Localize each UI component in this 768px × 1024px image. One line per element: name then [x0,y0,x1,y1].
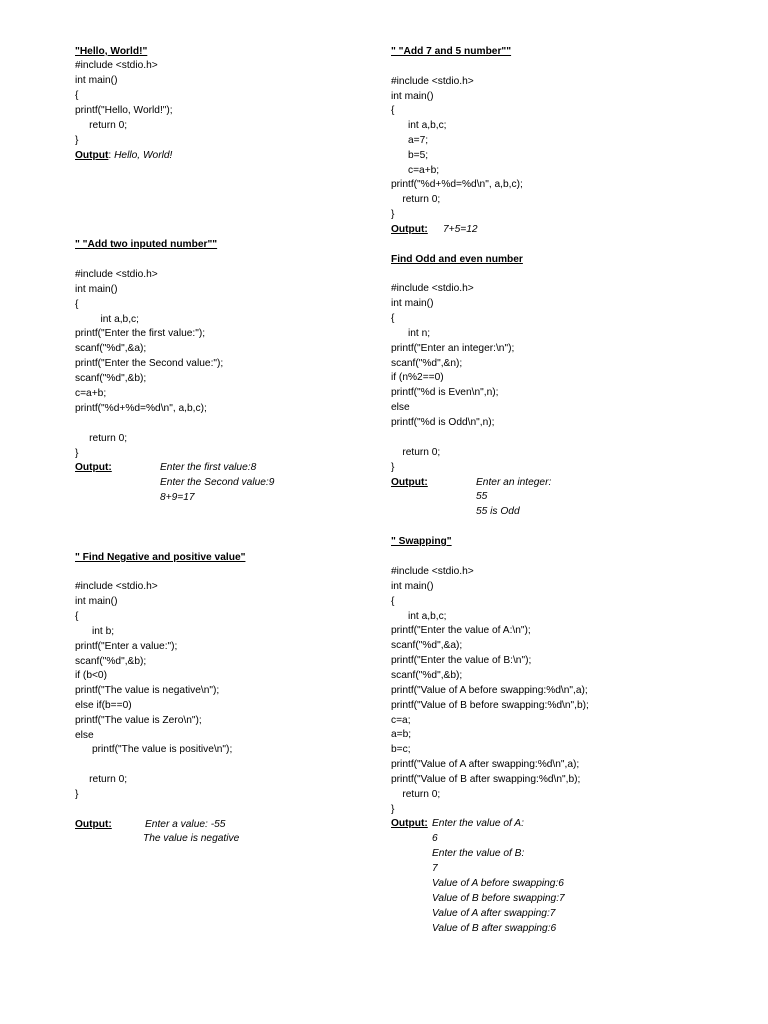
output-line: Value of A before swapping:6 [432,878,564,889]
output-line: Value of A after swapping:7 [432,908,556,919]
output-label-swapping: Output: [391,818,428,829]
code-line: { [75,299,79,310]
code-line: int a,b,c; [391,611,447,622]
code-line: scanf("%d",&a); [391,640,463,651]
code-line: else [391,402,410,413]
section-title-swapping: " Swapping" [391,536,452,547]
code-line: { [75,90,79,101]
output-label-add-7-and-5: Output: [391,224,428,235]
output-line: 7 [432,863,438,874]
output-separator: : [108,150,115,161]
code-line: b=5; [391,150,429,161]
output-label-odd-even: Output: [391,477,428,488]
code-line: return 0; [75,433,128,444]
code-line: } [391,462,395,473]
code-line: scanf("%d",&n); [391,358,463,369]
code-line: int main() [75,75,118,86]
code-line: if (n%2==0) [391,372,444,383]
section-title-add-two-inputed: " "Add two inputed number"" [75,239,218,250]
code-line: c=a+b; [75,388,107,399]
section-title-hello-world: "Hello, World!" [75,46,148,57]
code-line: int main() [391,298,434,309]
code-line: printf("%d+%d=%d\n", a,b,c); [75,403,207,414]
code-line: printf("Enter an integer:\n"); [391,343,515,354]
code-line: { [75,611,79,622]
code-line: printf("%d+%d=%d\n", a,b,c); [391,179,523,190]
code-line: c=a; [391,715,411,726]
code-line: int a,b,c; [391,120,447,131]
output-value: Hello, World! [114,150,173,161]
output-line: 8+9=17 [160,492,195,503]
code-line: else if(b==0) [75,700,132,711]
code-line: printf("%d is Even\n",n); [391,387,499,398]
code-line: int main() [391,91,434,102]
code-line: int b; [75,626,115,637]
code-line: return 0; [391,194,441,205]
output-line: Enter an integer: [476,477,552,488]
code-line: int a,b,c; [75,314,139,325]
code-line: b=c; [391,744,411,755]
code-line: printf("The value is negative\n"); [75,685,220,696]
code-line: #include <stdio.h> [75,60,158,71]
code-line: printf("Value of A after swapping:%d\n",a); [391,759,580,770]
code-line: #include <stdio.h> [75,269,158,280]
code-line: int main() [75,284,118,295]
output-line: Enter the value of A: [432,818,524,829]
code-line: #include <stdio.h> [391,566,474,577]
code-line: printf("The value is Zero\n"); [75,715,202,726]
code-line: return 0; [75,774,128,785]
code-line: #include <stdio.h> [75,581,158,592]
code-line: { [391,105,395,116]
code-line: c=a+b; [391,165,440,176]
output-line: The value is negative [143,833,240,844]
code-line: int main() [391,581,434,592]
code-line: scanf("%d",&b); [391,670,463,681]
code-line: printf("The value is positive\n"); [75,744,233,755]
output-line: 7+5=12 [443,224,478,235]
output-label: Output [75,150,109,161]
code-line: if (b<0) [75,670,107,681]
code-line: printf("Value of B before swapping:%d\n",b); [391,700,589,711]
output-line: Value of B before swapping:7 [432,893,565,904]
code-line: a=7; [391,135,429,146]
code-line: } [75,135,79,146]
output-line: Value of B after swapping:6 [432,923,557,934]
section-title-odd-even: Find Odd and even number [391,254,523,265]
code-line: printf("Hello, World!"); [75,105,173,116]
output-line: 55 is Odd [476,506,520,517]
output-line: 6 [432,833,438,844]
code-line: printf("Enter the value of B:\n"); [391,655,532,666]
code-line: return 0; [75,120,128,131]
code-line: { [391,313,395,324]
output-line: 55 [476,491,488,502]
output-line: Enter the Second value:9 [160,477,275,488]
code-line: { [391,596,395,607]
code-line: printf("Enter the Second value:"); [75,358,224,369]
code-line: int n; [391,328,431,339]
code-line: printf("%d is Odd\n",n); [391,417,495,428]
code-line: return 0; [391,789,441,800]
output-line: Enter a value: -55 [145,819,226,830]
code-line: } [75,789,79,800]
code-line: } [391,209,395,220]
code-line: } [391,804,395,815]
output-line: Enter the first value:8 [160,462,257,473]
code-line: scanf("%d",&b); [75,373,147,384]
code-line: return 0; [391,447,441,458]
output-label-add-two-inputed: Output: [75,462,112,473]
code-line: #include <stdio.h> [391,76,474,87]
output-label-negative-positive: Output: [75,819,112,830]
code-line: scanf("%d",&a); [75,343,147,354]
code-line: printf("Value of A before swapping:%d\n",a); [391,685,588,696]
output-line: Enter the value of B: [432,848,525,859]
code-line: else [75,730,94,741]
code-line: int main() [75,596,118,607]
code-line: scanf("%d",&b); [75,656,147,667]
code-line: a=b; [391,729,412,740]
code-line: printf("Enter the value of A:\n"); [391,625,531,636]
section-title-negative-positive: " Find Negative and positive value" [75,552,246,563]
section-title-add-7-and-5: " "Add 7 and 5 number"" [391,46,512,57]
code-line: printf("Enter a value:"); [75,641,178,652]
code-line: printf("Value of B after swapping:%d\n",b); [391,774,581,785]
output-row-hello-world [75,149,172,163]
code-line: printf("Enter the first value:"); [75,328,206,339]
code-line: } [75,448,79,459]
code-line: #include <stdio.h> [391,283,474,294]
